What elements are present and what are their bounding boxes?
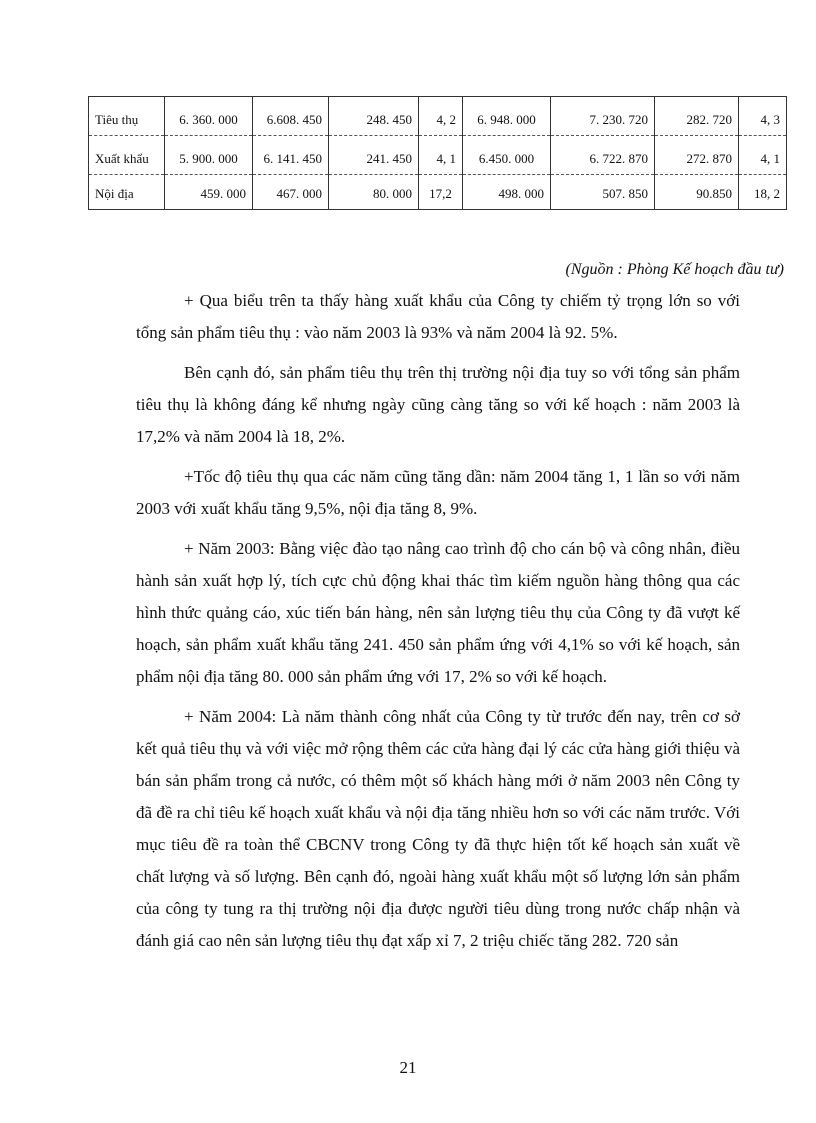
row-label: Tiêu thụ xyxy=(89,97,165,136)
table-cell: 4, 1 xyxy=(739,136,787,175)
paragraph: + Năm 2004: Là năm thành công nhất của Công ty từ trước đến nay, trên cơ sở kết quả tiêu thụ và với việc mở rộng thêm các cửa hàng đại lý các cửa hàng giới thiệu và bán sản phẩm trong cả nước, có thêm một số khách hàng mới ở năm 2003 nên Công ty đã đề ra chỉ tiêu kế hoạch xuất khẩu và nội địa tăng nhiều hơn so với các năm trước. Với mục tiêu đề ra toàn thể CBCNV trong Công ty đã thực hiện tốt kế hoạch sản xuất về chất lượng và số lượng. Bên cạnh đó, ngoài hàng xuất khẩu một số lượng lớn sản phẩm của công ty tung ra thị trường nội địa được người tiêu dùng trong nước chấp nhận và đánh giá cao nên sản lượng tiêu thụ đạt xấp xỉ 7, 2 triệu chiếc tăng 282. 720 sản xyxy=(136,707,740,950)
table-row xyxy=(89,175,787,210)
table-cell: 6.608. 450 xyxy=(253,97,329,136)
source-note: (Nguồn : Phòng Kế hoạch đầu tư) xyxy=(565,261,784,278)
table-cell: 272. 870 xyxy=(655,136,739,175)
table-cell: 248. 450 xyxy=(329,97,419,136)
sales-table xyxy=(88,96,787,210)
row-label: Nội địa xyxy=(89,175,165,210)
table-cell: 90.850 xyxy=(655,175,739,210)
paragraph: + Năm 2003: Bằng việc đào tạo nâng cao trình độ cho cán bộ và công nhân, điều hành sản xuất hợp lý, tích cực chủ động khai thác tìm kiếm nguồn hàng thông qua các hình thức quảng cáo, xúc tiến bán hàng, nên sản lượng tiêu thụ của Công ty đã vượt kế hoạch, sản phẩm xuất khẩu tăng 241. 450 sản phẩm ứng với 4,1% so với kế hoạch, sản phẩm nội địa tăng 80. 000 sản phẩm ứng với 17, 2% so với kế hoạch. xyxy=(136,539,740,686)
table-cell: 5. 900. 000 xyxy=(165,136,253,175)
table-cell: 459. 000 xyxy=(165,175,253,210)
table-cell: 80. 000 xyxy=(329,175,419,210)
table-cell: 467. 000 xyxy=(253,175,329,210)
table-cell: 6.450. 000 xyxy=(463,136,551,175)
paragraph: +Tốc độ tiêu thụ qua các năm cũng tăng dần: năm 2004 tăng 1, 1 lần so với năm 2003 với xuất khẩu tăng 9,5%, nội địa tăng 8, 9%. xyxy=(136,467,740,518)
paragraph: Bên cạnh đó, sản phẩm tiêu thụ trên thị trường nội địa tuy so với tổng sản phẩm tiêu thụ là không đáng kể nhưng ngày cũng càng tăng so với kế hoạch : năm 2003 là 17,2% và năm 2004 là 18, 2%. xyxy=(136,363,740,446)
table-cell: 241. 450 xyxy=(329,136,419,175)
page-number: 21 xyxy=(399,1058,417,1077)
table-cell: 507. 850 xyxy=(551,175,655,210)
table-cell: 7. 230. 720 xyxy=(551,97,655,136)
paragraph: + Qua biểu trên ta thấy hàng xuất khẩu của Công ty chiếm tỷ trọng lớn so với tổng sản phẩm tiêu thụ : vào năm 2003 là 93% và năm 2004 là 92. 5%. xyxy=(136,291,740,342)
table-cell: 18, 2 xyxy=(739,175,787,210)
table-cell: 17,2 xyxy=(419,175,463,210)
table-cell: 498. 000 xyxy=(463,175,551,210)
table-cell: 4, 2 xyxy=(419,97,463,136)
table-cell: 6. 360. 000 xyxy=(165,97,253,136)
table-cell: 4, 3 xyxy=(739,97,787,136)
row-label: Xuất khẩu xyxy=(89,136,165,175)
table-cell: 282. 720 xyxy=(655,97,739,136)
table-row xyxy=(89,97,787,136)
table-cell: 4, 1 xyxy=(419,136,463,175)
table-cell: 6. 722. 870 xyxy=(551,136,655,175)
table-cell: 6. 141. 450 xyxy=(253,136,329,175)
body-text xyxy=(136,285,740,965)
table-cell: 6. 948. 000 xyxy=(463,97,551,136)
table-row xyxy=(89,136,787,175)
